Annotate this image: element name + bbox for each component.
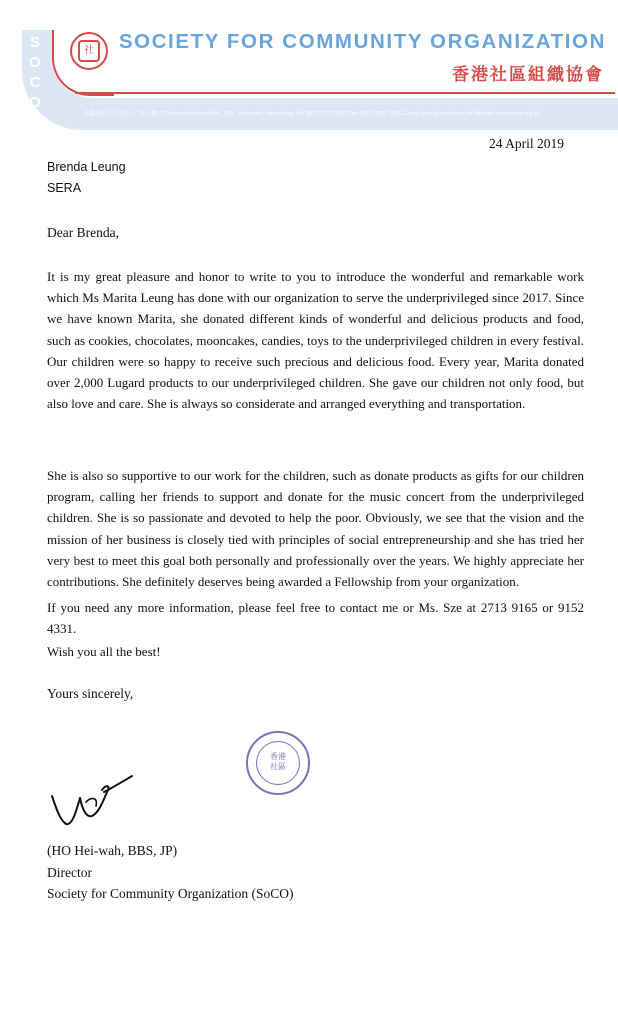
soco-letter: S [29,34,40,51]
official-stamp [246,731,310,795]
body-paragraph: Wish you all the best! [47,644,161,659]
handwritten-signature [46,768,138,830]
soco-logo-icon [70,32,108,70]
letterhead-address: 九龍旺角公主道五十二號三樓 52 Princess Margaret Rd., 3/Fl., Homantin, Hong Kong Tel: (852) 2713 9165 Fax: (852) 2761 3326 E-mail: soco@pacific.net.hk Website: www.soco.org.hk [84,111,540,117]
signer-organization: Society for Community Organization (SoCO) [47,886,294,901]
letterhead-red-line [75,92,615,94]
body-paragraph: She is also so supportive to our work for the children, such as donate products as gifts for our children program, calling her friends to support and donate for the music concert from the underprivileged children. She is so passionate and devoted to help the poor. Obviously, we see that the vision and the mission of her business is closely tied with principles of social entrepreneurship and she has tried her very best to meet this goal both personally and professionally over the years. We highly appreciate her contributions. She definitely deserves being awarded a Fellowship from your organization. [47,468,584,590]
soco-letter: O [29,94,41,111]
soco-letter: O [29,54,41,71]
org-name-chinese: 香港社區組織協會 [452,65,604,85]
recipient-organization: SERA [47,181,82,195]
soco-logo-mark: 社 [78,40,100,62]
recipient-name: Brenda Leung [47,160,126,174]
signer-name: (HO Hei-wah, BBS, JP) [47,843,178,858]
body-paragraph: If you need any more information, please feel free to contact me or Ms. Sze at 2713 9165 or 9152 4331. [47,600,584,637]
salutation: Dear Brenda, [47,225,119,240]
letter-date: 24 April 2019 [488,136,564,151]
body-paragraph: It is my great pleasure and honor to write to you to introduce the wonderful and remarkable work which Ms Marita Leung has done with our organization to serve the underprivileged since 2017. Since we have known Marita, she donated different kinds of wonderful and delicious products and food, such as cookies, chocolates, mooncakes, candies, toys to the underprivileged children in every festival. Our children were so happy to receive such precious and delicious food. Every year, Marita donated over 2,000 Lugard products to our underprivileged children. She gave our children not only food, but also love and care. She is always so considerate and arranged everything and transportation. [47,269,584,412]
recipient-block [47,157,126,199]
soco-letter: C [29,74,41,91]
stamp-center-mark: 香港 社區 [270,752,286,771]
closing: Yours sincerely, [47,686,134,701]
signer-title: Director [47,864,92,880]
letterhead [0,0,618,135]
org-name-english: SOCIETY FOR COMMUNITY ORGANIZATION [118,30,606,53]
signoff-block [47,840,293,905]
soco-side-letters [24,33,46,113]
